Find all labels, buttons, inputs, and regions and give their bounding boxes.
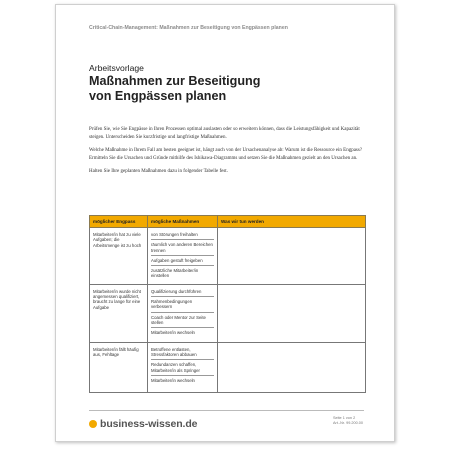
page-info: Seite 1 von 2 (333, 416, 356, 420)
massnahme-item: von Störungen freihalten (151, 230, 214, 240)
table-header-row (90, 216, 366, 228)
header-massnahmen: mögliche Maßnahmen (148, 216, 218, 228)
engpass-cell: Mitarbeiter/in fällt häufig aus, Fehltage (90, 342, 148, 392)
body-text (89, 126, 364, 180)
table-row (90, 228, 366, 285)
title-line-1: Maßnahmen zur Beseitigung (89, 74, 261, 88)
logo-dot-icon (89, 420, 97, 428)
running-header: Critical-Chain-Management: Maßnahmen zur Beseitigung von Engpässen planen (89, 25, 288, 31)
massnahmen-cell (148, 228, 218, 285)
todo-cell[interactable] (218, 342, 366, 392)
massnahme-item: Aufgaben gestuft freigeben (151, 256, 214, 266)
header-todo: Was wir tun werden (218, 216, 366, 228)
massnahme-item: Mitarbeiter/in wechseln (151, 330, 195, 336)
header-engpass: möglicher Engpass (90, 216, 148, 228)
document-subtitle: Arbeitsvorlage (89, 63, 144, 73)
title-line-2: von Engpässen planen (89, 88, 227, 103)
todo-cell[interactable] (218, 284, 366, 342)
massnahme-item: Redundanzen schaffen, Mitarbeiter/in als Springer (151, 360, 214, 376)
massnahme-item: Rahmenbedingungen verbessern (151, 297, 214, 313)
document-title (89, 74, 260, 103)
massnahme-item: Mitarbeiter/in wechseln (151, 377, 195, 383)
massnahme-item: Coach oder Mentor zur Seite stellen (151, 313, 214, 329)
massnahme-item: räumlich von anderen Bereichen trennen (151, 240, 214, 256)
paragraph: Prüfen Sie, wie Sie Engpässe in Ihren Prozessen optimal auslasten oder so erweitern können, dass die Leistungsfähigkeit und Kapazität steigen. Unterscheiden Sie kurzfristige und langfristige Maßnahmen. (89, 127, 360, 140)
brand-logo (89, 418, 197, 430)
engpass-cell: Mitarbeiter/in wurde nicht angemessen qualifiziert, braucht zu lange für eine Aufgabe (90, 284, 148, 342)
measures-table (89, 215, 366, 393)
massnahmen-cell (148, 284, 218, 342)
engpass-cell: Mitarbeiter/in hat zu viele Aufgaben; die Arbeitsmenge ist zu hoch (90, 228, 148, 285)
logo-text: business-wissen.de (100, 418, 198, 430)
footer-meta (333, 416, 363, 426)
table-row (90, 284, 366, 342)
massnahme-item: Qualifizierung durchführen (151, 287, 214, 297)
paragraph: Welche Maßnahme in Ihrem Fall am besten geeignet ist, hängt auch von der Ursachenanalyse ab: Warum ist die Ressource ein Engpass? Ermitteln Sie die Ursachen und Gründe mithilfe des Ishikawa-Diagramms und setzen Sie die Maßnahmen gezielt an den Ursachen an. (89, 147, 363, 161)
massnahme-item: zusätzliche Mitarbeiter/in einstellen (151, 268, 199, 279)
table-row (90, 342, 366, 392)
paragraph: Halten Sie Ihre geplanten Maßnahmen dazu in folgender Tabelle fest. (89, 168, 228, 174)
todo-cell[interactable] (218, 228, 366, 285)
footer-divider (89, 410, 364, 411)
article-number: Art.-Nr. 99.200.00 (333, 421, 363, 425)
massnahmen-cell (148, 342, 218, 392)
massnahme-item: Betroffene entlasten, Stressfaktoren abbauen (151, 345, 214, 361)
document-page (55, 4, 395, 442)
